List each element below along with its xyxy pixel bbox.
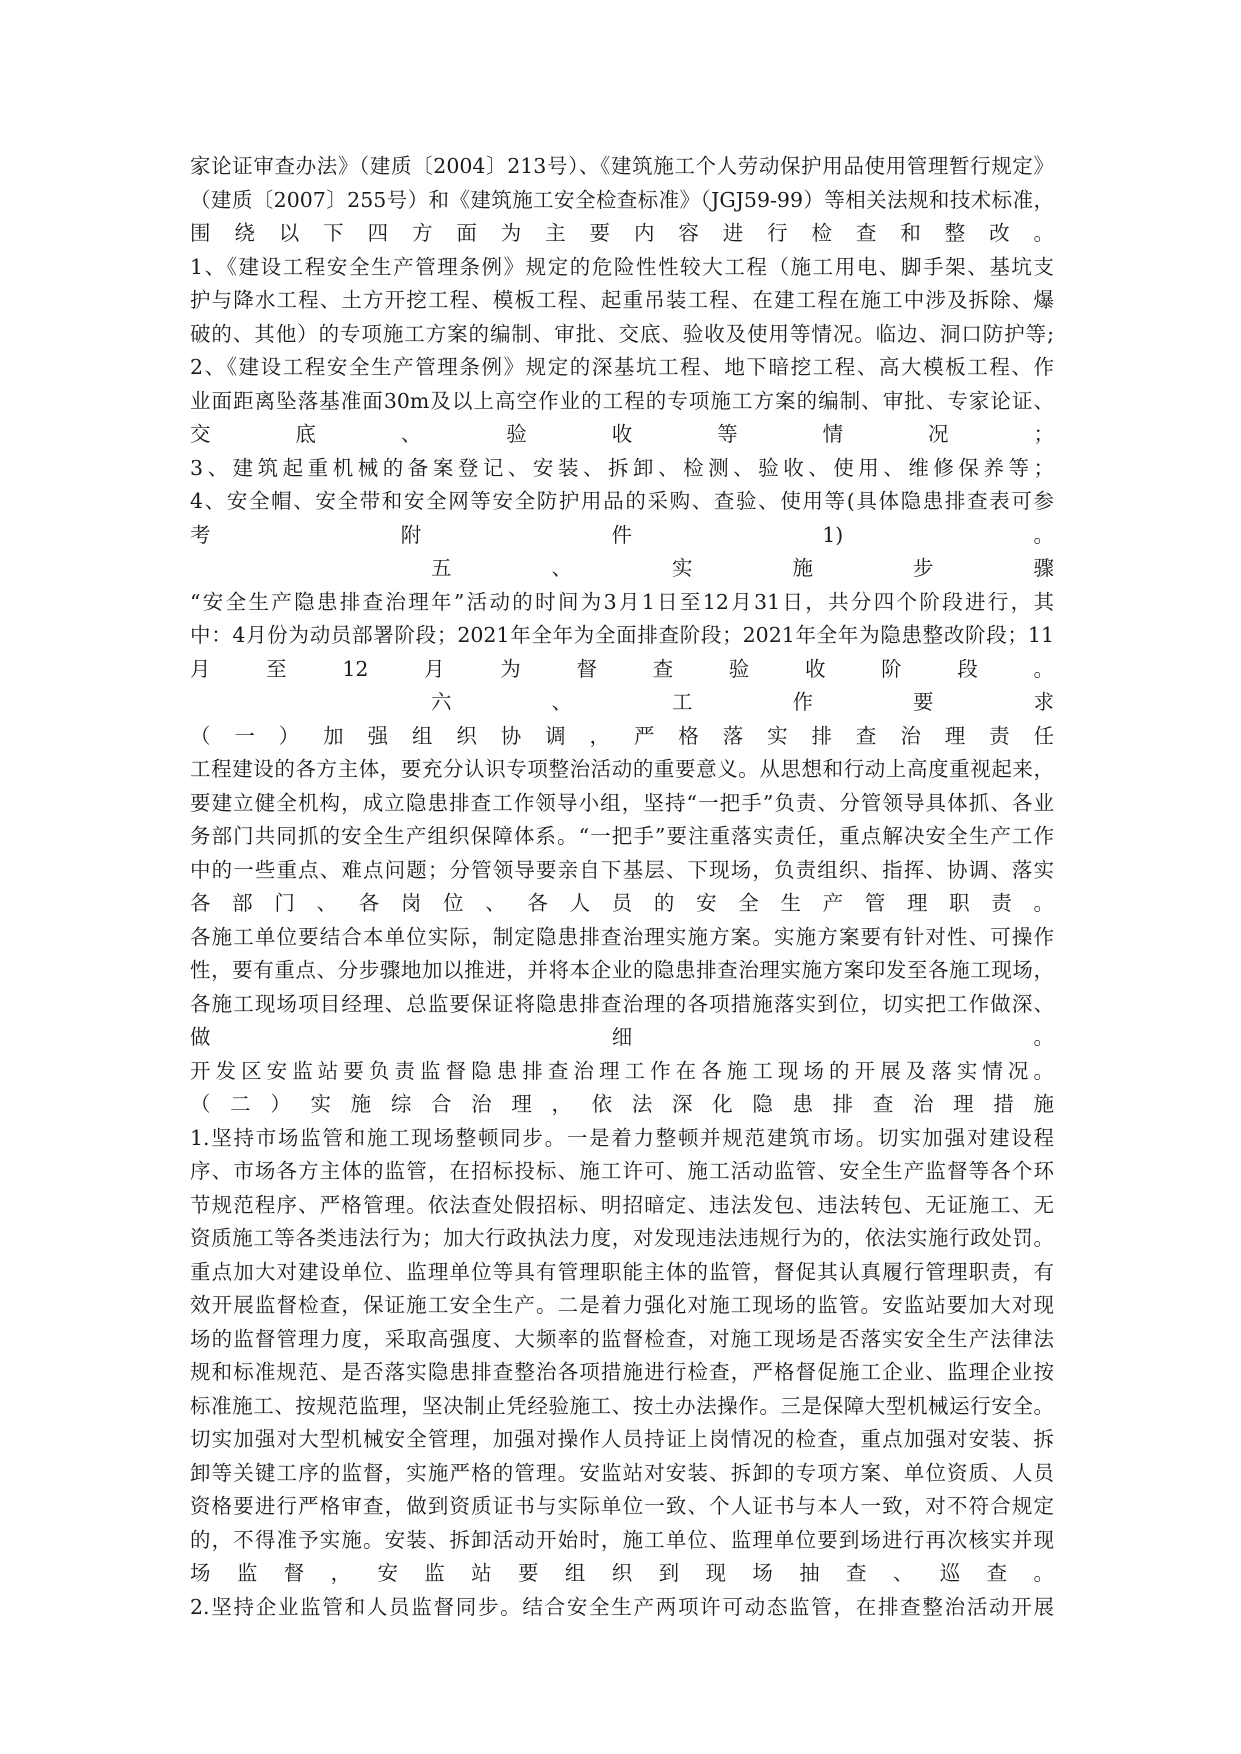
text-line: 各施工单位要结合本单位实际，制定隐患排查治理实施方案。实施方案要有针对性、可操作 [190,924,1054,949]
text-line: 开发区安监站要负责监督隐患排查治理工作在各施工现场的开展及落实情况。 [190,1058,1054,1083]
text-line: 考附件1)。 [190,522,1054,547]
text-line: 3、建筑起重机械的备案登记、安装、拆卸、检测、验收、使用、维修保养等； [190,455,1054,480]
text-line: 六、工作要求 [190,690,1054,714]
text-line: 业面距离坠落基准面30m及以上高空作业的工程的专项施工方案的编制、审批、专家论证、 [190,388,1054,413]
text-line: 交底、验收等情况； [190,422,1054,446]
text-line: （二）实施综合治理，依法深化隐患排查治理措施 [190,1092,1054,1116]
text-line: 资格要进行严格审查，做到资质证书与实际单位一致、个人证书与本人一致，对不符合规定 [190,1494,1054,1518]
text-line: 破的、其他）的专项施工方案的编制、审批、交底、验收及使用等情况。临边、洞口防护等; [190,321,1054,346]
text-line: 围绕以下四方面为主要内容进行检查和整改。 [190,221,1054,245]
text-line: 的，不得准予实施。安装、拆卸活动开始时，施工单位、监理单位要到场进行再次核实并现 [190,1527,1054,1552]
text-line: 场监督，安监站要组织到现场抽查、巡查。 [190,1561,1054,1585]
text-line: 2.坚持企业监管和人员监督同步。结合安全生产两项许可动态监管，在排查整治活动开展 [190,1594,1054,1619]
text-line: 切实加强对大型机械安全管理，加强对操作人员持证上岗情况的检查，重点加强对安装、拆 [190,1427,1054,1451]
text-line: 务部门共同抓的安全生产组织保障体系。“一把手”要注重落实责任，重点解决安全生产工作 [190,824,1054,848]
text-line: “安全生产隐患排查治理年”活动的时间为3月1日至12月31日，共分四个阶段进行，其 [190,589,1054,614]
text-line: 序、市场各方主体的监管，在招标投标、施工许可、施工活动监管、安全生产监督等各个环 [190,1159,1054,1183]
text-line: 资质施工等各类违法行为；加大行政执法力度，对发现违法违规行为的，依法实施行政处罚。 [190,1226,1054,1250]
text-line: 工程建设的各方主体，要充分认识专项整治活动的重要意义。从思想和行动上高度重视起来， [190,757,1054,781]
text-line: 重点加大对建设单位、监理单位等具有管理职能主体的监管，督促其认真履行管理职责，有 [190,1259,1054,1284]
text-line: 要建立健全机构，成立隐患排查工作领导小组，坚持“一把手”负责、分管领导具体抓、各业 [190,790,1054,815]
text-line: 效开展监督检查，保证施工安全生产。二是着力强化对施工现场的监管。安监站要加大对现 [190,1293,1054,1317]
text-line: （一）加强组织协调，严格落实排查治理责任 [190,723,1054,748]
text-line: 1、《建设工程安全生产管理条例》规定的危险性性较大工程（施工用电、脚手架、基坑支 [190,254,1054,279]
text-line: 中的一些重点、难点问题；分管领导要亲自下基层、下现场，负责组织、指挥、协调、落实 [190,857,1054,882]
text-line: 月至12月为督查验收阶段。 [190,656,1054,681]
text-line: 卸等关键工序的监督，实施严格的管理。安监站对安装、拆卸的专项方案、单位资质、人员 [190,1460,1054,1485]
text-line: 护与降水工程、土方开挖工程、模板工程、起重吊装工程、在建工程在施工中涉及拆除、爆 [190,288,1054,312]
text-line: 性，要有重点、分步骤地加以推进，并将本企业的隐患排查治理实施方案印发至各施工现场， [190,958,1054,982]
text-line: 规和标准规范、是否落实隐患排查整治各项措施进行检查，严格督促施工企业、监理企业按 [190,1360,1054,1384]
text-line: 节规范程序、严格管理。依法查处假招标、明招暗定、违法发包、违法转包、无证施工、无 [190,1192,1054,1217]
text-line: 中：4月份为动员部署阶段；2021年全年为全面排查阶段；2021年全年为隐患整改阶段；11 [190,623,1054,647]
text-line: 做细。 [190,1025,1054,1049]
text-line: 各部门、各岗位、各人员的安全生产管理职责。 [190,891,1054,915]
text-line: 家论证审查办法》（建质〔2004〕213号）、《建筑施工个人劳动保护用品使用管理暂行规定》 [190,154,1054,178]
text-line: 2、《建设工程安全生产管理条例》规定的深基坑工程、地下暗挖工程、高大模板工程、作 [190,355,1054,379]
text-line: 各施工现场项目经理、总监要保证将隐患排查治理的各项措施落实到位，切实把工作做深、 [190,991,1054,1016]
text-line: （建质〔2007〕255号）和《建筑施工安全检查标准》（JGJ59-99）等相关法规和技术标准， [190,187,1054,212]
text-line: 标准施工、按规范监理，坚决制止凭经验施工、按土办法操作。三是保障大型机械运行安全。 [190,1393,1054,1418]
text-line: 4、安全帽、安全带和安全网等安全防护用品的采购、查验、使用等(具体隐患排查表可参 [190,489,1054,513]
text-line: 1.坚持市场监管和施工现场整顿同步。一是着力整顿并规范建筑市场。切实加强对建设程 [190,1125,1054,1150]
text-line: 五、实施步骤 [190,556,1054,580]
document-page [190,150,1054,1624]
text-line: 场的监督管理力度，采取高强度、大频率的监督检查，对施工现场是否落实安全生产法律法 [190,1326,1054,1351]
